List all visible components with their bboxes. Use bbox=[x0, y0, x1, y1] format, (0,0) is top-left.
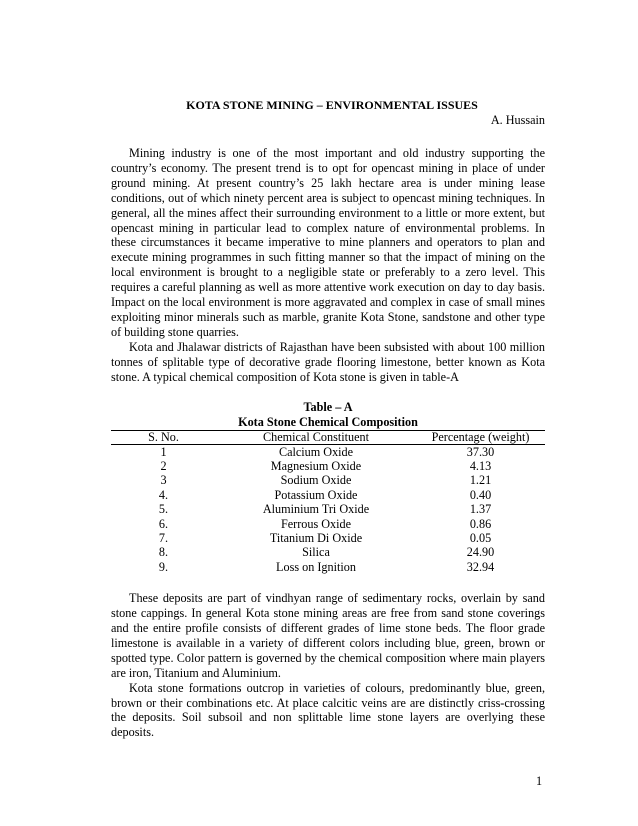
page-number: 1 bbox=[536, 774, 543, 788]
cell-percentage: 37.30 bbox=[466, 444, 495, 459]
intro-paragraph-2: Kota and Jhalawar districts of Rajasthan have been subsisted with about 100 million tonnes of splitable type of decorative grade flooring limestone, better known as Kota stone. A typical chemical composition of Kota stone is given in table-A bbox=[111, 339, 545, 384]
table-row bbox=[111, 502, 545, 516]
chemical-composition-table bbox=[111, 430, 545, 575]
table-row bbox=[111, 459, 545, 473]
body-paragraph-3: These deposits are part of vindhyan range of sedimentary rocks, overlain by sand stone cappings. In general Kota stone mining areas are free from sand stone coverings and the entire profile consists of different grades of lime stone beds. The floor grade limestone is available in a variety of different colors including blue, green, brown or spotted type. Color pattern is governed by the chemical composition where main players are iron, Titanium and Aluminium. bbox=[111, 591, 545, 680]
table-row bbox=[111, 444, 545, 459]
body-paragraph-4: Kota stone formations outcrop in varieties of colours, predominantly blue, green, brown or their combinations etc. At place calcitic veins are are distinctly criss-crossing the deposits. Soil subsoil and non splittable lime stone layers are overlying these deposits. bbox=[111, 680, 545, 740]
cell-constituent: Potassium Oxide bbox=[274, 487, 358, 502]
cell-percentage: 24.90 bbox=[466, 545, 495, 560]
cell-percentage: 0.40 bbox=[469, 487, 492, 502]
cell-sno: 4. bbox=[158, 487, 169, 502]
table-row bbox=[111, 473, 545, 487]
column-header-constituent: Chemical Constituent bbox=[216, 430, 416, 444]
cell-percentage: 0.05 bbox=[469, 530, 492, 545]
cell-constituent: Titanium Di Oxide bbox=[269, 530, 363, 545]
document-title: KOTA STONE MINING – ENVIRONMENTAL ISSUES bbox=[186, 98, 478, 112]
table-row bbox=[111, 560, 545, 574]
post-table-section bbox=[111, 591, 545, 740]
cell-percentage: 1.21 bbox=[469, 473, 492, 488]
table-row bbox=[111, 545, 545, 559]
cell-constituent: Sodium Oxide bbox=[280, 473, 352, 488]
cell-sno: 5. bbox=[158, 502, 169, 517]
intro-paragraph-1: Mining industry is one of the most important and old industry supporting the country’s economy. The present trend is to opt for opencast mining in place of under ground mining. At present country’s 25 lakh hectare area is under mining lease conditions, out of which ninety percent area is subject to opencast mining techniques. In general, all the mines affect their surrounding environment to a little or more extent, but opencast mining in particular lead to complex nature of environmental problems. In these circumstances it became imperative to mine planners and operators to plan and execute mining programmes in such fitting manner so that the impact of mining on the local environment is brought to a negligible state or preferably to a zero level. This requires a careful planning as well as more attentive work execution on day to day basis. Impact on the local environment is more aggravated and complex in case of small mines exploiting minor minerals such as marble, granite Kota Stone, sandstone and other type of building stone quarries. bbox=[111, 146, 545, 339]
cell-sno: 2 bbox=[160, 458, 167, 473]
table-row bbox=[111, 517, 545, 531]
cell-sno: 7. bbox=[158, 530, 169, 545]
document-page bbox=[111, 98, 545, 740]
cell-constituent: Aluminium Tri Oxide bbox=[262, 502, 370, 517]
cell-sno: 1 bbox=[160, 444, 167, 459]
cell-constituent: Silica bbox=[302, 545, 330, 560]
column-header-sno: S. No. bbox=[111, 430, 216, 444]
cell-sno: 3 bbox=[160, 473, 167, 488]
cell-sno: 9. bbox=[158, 559, 169, 574]
cell-constituent: Magnesium Oxide bbox=[270, 458, 362, 473]
cell-sno: 6. bbox=[158, 516, 169, 531]
table-row bbox=[111, 531, 545, 545]
cell-percentage: 4.13 bbox=[469, 458, 492, 473]
author-name: A. Hussain bbox=[490, 113, 545, 127]
table-caption: Kota Stone Chemical Composition bbox=[238, 414, 418, 429]
table-row bbox=[111, 488, 545, 502]
table-label: Table – A bbox=[303, 399, 353, 414]
table-header-row bbox=[111, 430, 545, 444]
cell-percentage: 32.94 bbox=[466, 559, 495, 574]
cell-sno: 8. bbox=[158, 545, 169, 560]
cell-percentage: 1.37 bbox=[469, 502, 492, 517]
cell-constituent: Ferrous Oxide bbox=[280, 516, 352, 531]
column-header-percentage: Percentage (weight) bbox=[416, 430, 545, 444]
cell-percentage: 0.86 bbox=[469, 516, 492, 531]
cell-constituent: Loss on Ignition bbox=[276, 559, 356, 574]
cell-constituent: Calcium Oxide bbox=[278, 444, 354, 459]
